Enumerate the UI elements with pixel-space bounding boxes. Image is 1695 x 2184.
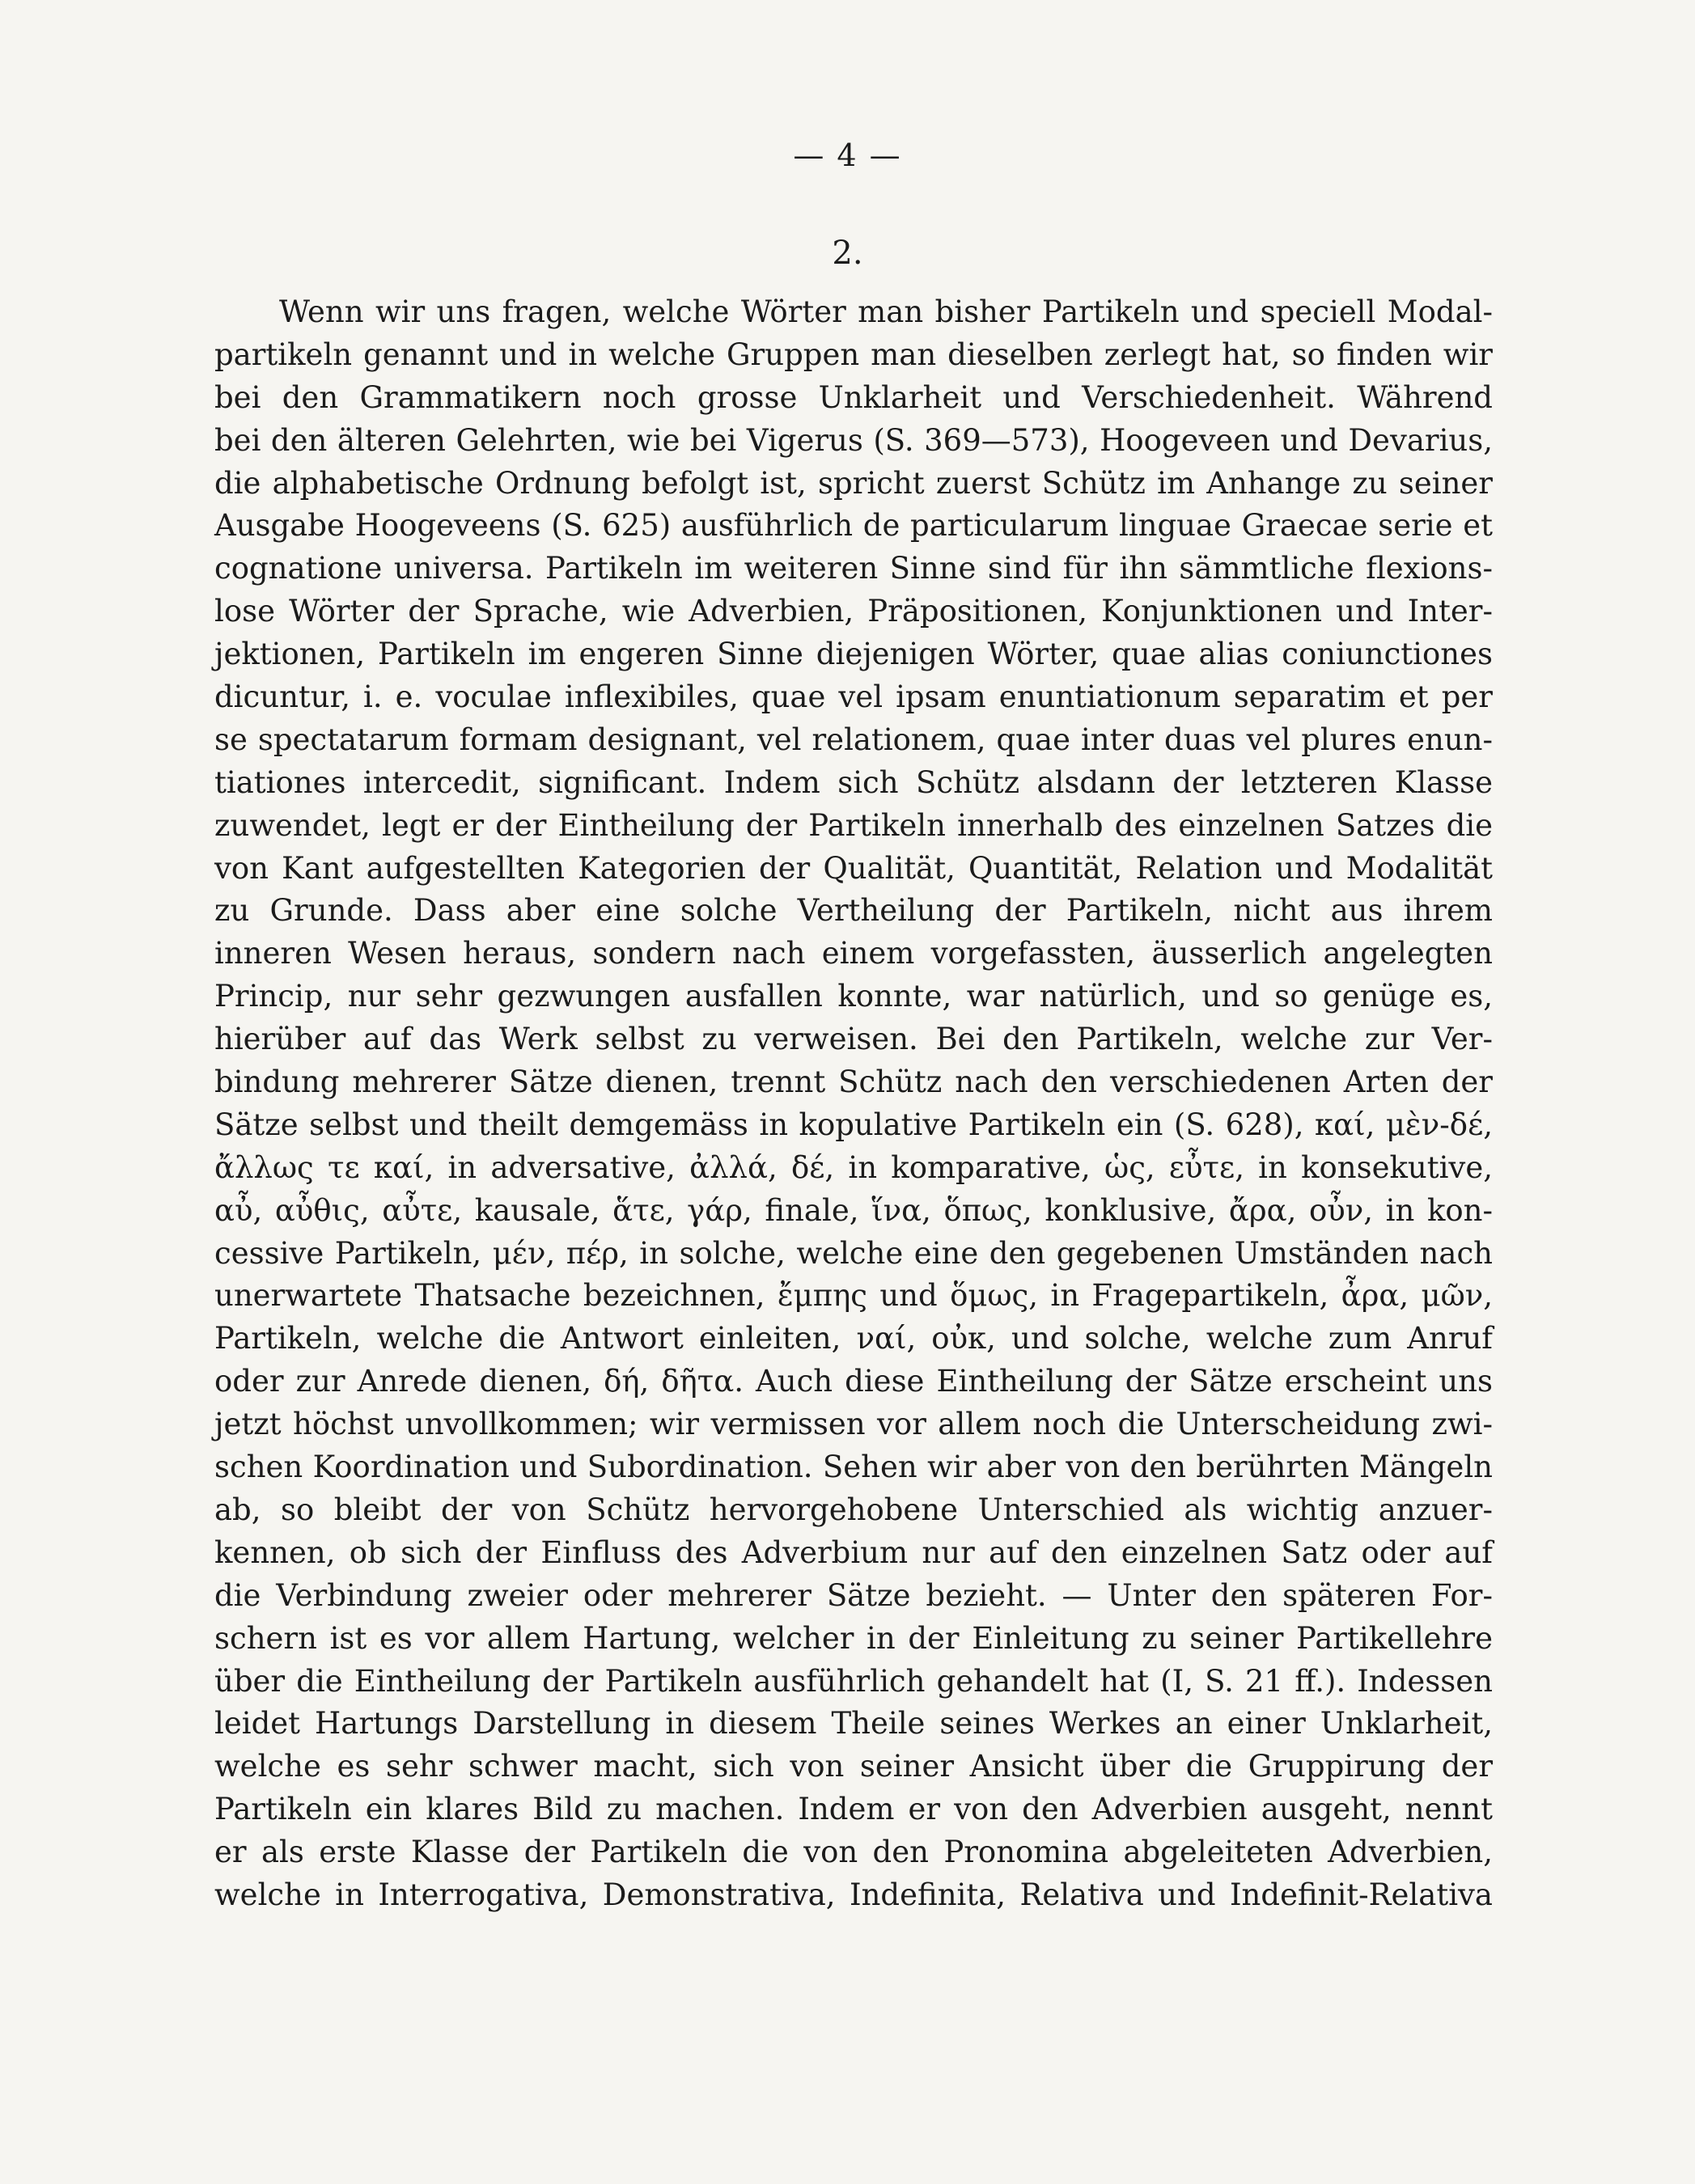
- text-line: welche in Interrogativa, Demonstrativa, Indefinita, Relativa und Indefinit-Relativa: [214, 1877, 1493, 1912]
- text-line: dicuntur, i. e. voculae inflexibiles, quae vel ipsam enuntiationum separatim et per: [214, 679, 1493, 715]
- text-line: Princip, nur sehr gezwungen ausfallen konnte, war natürlich, und so genüge es,: [214, 979, 1493, 1014]
- text-line: αὖ, αὖθις, αὖτε, kausale, ἅτε, γάρ, finale, ἵνα, ὅπως, konklusive, ἄρα, οὖν, in kon-: [214, 1192, 1493, 1228]
- text-line: Partikeln, welche die Antwort einleiten, ναί, οὐκ, und solche, welche zum Anruf: [214, 1321, 1493, 1357]
- text-line: ἄλλως τε καί, in adversative, ἀλλά, δέ, in komparative, ὡς, εὖτε, in konsekutive,: [214, 1149, 1493, 1185]
- text-line: bei den älteren Gelehrten, wie bei Vigerus (S. 369—573), Hoogeveen und Devarius,: [214, 422, 1493, 458]
- text-line: Sätze selbst und theilt demgemäss in kopulative Partikeln ein (S. 628), καί, μὲν-δέ,: [214, 1107, 1493, 1142]
- text-line: Ausgabe Hoogeveens (S. 625) ausführlich de particularum linguae Graecae serie et: [214, 508, 1493, 544]
- text-line: bindung mehrerer Sätze dienen, trennt Schütz nach den verschiedenen Arten der: [214, 1064, 1493, 1100]
- text-line: Partikeln ein klares Bild zu machen. Indem er von den Adverbien ausgeht, nennt: [214, 1792, 1493, 1827]
- text-line: unerwartete Thatsache bezeichnen, ἔμπης und ὅμως, in Fragepartikeln, ἆρα, μῶν,: [214, 1278, 1493, 1314]
- text-line: leidet Hartungs Darstellung in diesem Theile seines Werkes an einer Unklarheit,: [214, 1706, 1493, 1742]
- text-line: jetzt höchst unvollkommen; wir vermissen vor allem noch die Unterscheidung zwi-: [214, 1407, 1493, 1442]
- text-line: die Verbindung zweier oder mehrerer Sätze bezieht. — Unter den späteren For-: [214, 1577, 1493, 1613]
- text-line: er als erste Klasse der Partikeln die von den Pronomina abgeleiteten Adverbien,: [214, 1835, 1493, 1870]
- text-line: se spectatarum formam designant, vel relationem, quae inter duas vel plures enun-: [214, 722, 1493, 757]
- text-line: tiationes intercedit, significant. Indem sich Schütz alsdann der letzteren Klasse: [214, 764, 1493, 800]
- text-line: lose Wörter der Sprache, wie Adverbien, Präpositionen, Konjunktionen und Inter-: [214, 594, 1493, 629]
- text-line: die alphabetische Ordnung befolgt ist, spricht zuerst Schütz im Anhange zu seiner: [214, 465, 1493, 501]
- text-line: cessive Partikeln, μέν, πέρ, in solche, welche eine den gegebenen Umständen nach: [214, 1235, 1493, 1271]
- text-line: über die Eintheilung der Partikeln ausführlich gehandelt hat (I, S. 21 ff.). Indessen: [214, 1663, 1493, 1699]
- text-line: hierüber auf das Werk selbst zu verweisen. Bei den Partikeln, welche zur Ver-: [214, 1022, 1493, 1057]
- text-line: welche es sehr schwer macht, sich von seiner Ansicht über die Gruppirung der: [214, 1749, 1493, 1784]
- text-line: zu Grunde. Dass aber eine solche Vertheilung der Partikeln, nicht aus ihrem: [214, 893, 1493, 929]
- text-line: bei den Grammatikern noch grosse Unklarheit und Verschiedenheit. Während: [214, 379, 1493, 415]
- text-line: partikeln genannt und in welche Gruppen man dieselben zerlegt hat, so finden wir: [214, 336, 1493, 372]
- text-line: schen Koordination und Subordination. Sehen wir aber von den berührten Mängeln: [214, 1450, 1493, 1485]
- text-line: schern ist es vor allem Hartung, welcher in der Einleitung zu seiner Partikellehre: [214, 1620, 1493, 1656]
- text-line: ab, so bleibt der von Schütz hervorgehobene Unterschied als wichtig anzuer-: [214, 1492, 1493, 1527]
- section-number: 2.: [832, 235, 863, 272]
- text-line: Wenn wir uns fragen, welche Wörter man bisher Partikeln und speciell Modal-: [279, 294, 1493, 329]
- text-line: cognatione universa. Partikeln im weiteren Sinne sind für ihn sämmtliche flexions-: [214, 551, 1493, 586]
- text-line: kennen, ob sich der Einfluss des Adverbium nur auf den einzelnen Satz oder auf: [214, 1534, 1493, 1570]
- text-line: inneren Wesen heraus, sondern nach einem vorgefassten, äusserlich angelegten: [214, 936, 1493, 971]
- text-line: jektionen, Partikeln im engeren Sinne diejenigen Wörter, quae alias coniunctiones: [214, 637, 1493, 672]
- text-line: zuwendet, legt er der Eintheilung der Partikeln innerhalb des einzelnen Satzes die: [214, 807, 1493, 843]
- page-number: — 4 —: [793, 138, 902, 173]
- text-line: oder zur Anrede dienen, δή, δῆτα. Auch diese Eintheilung der Sätze erscheint uns: [214, 1364, 1493, 1399]
- text-line: von Kant aufgestellten Kategorien der Qualität, Quantität, Relation und Modalität: [214, 850, 1493, 886]
- body-text: [214, 291, 1493, 1917]
